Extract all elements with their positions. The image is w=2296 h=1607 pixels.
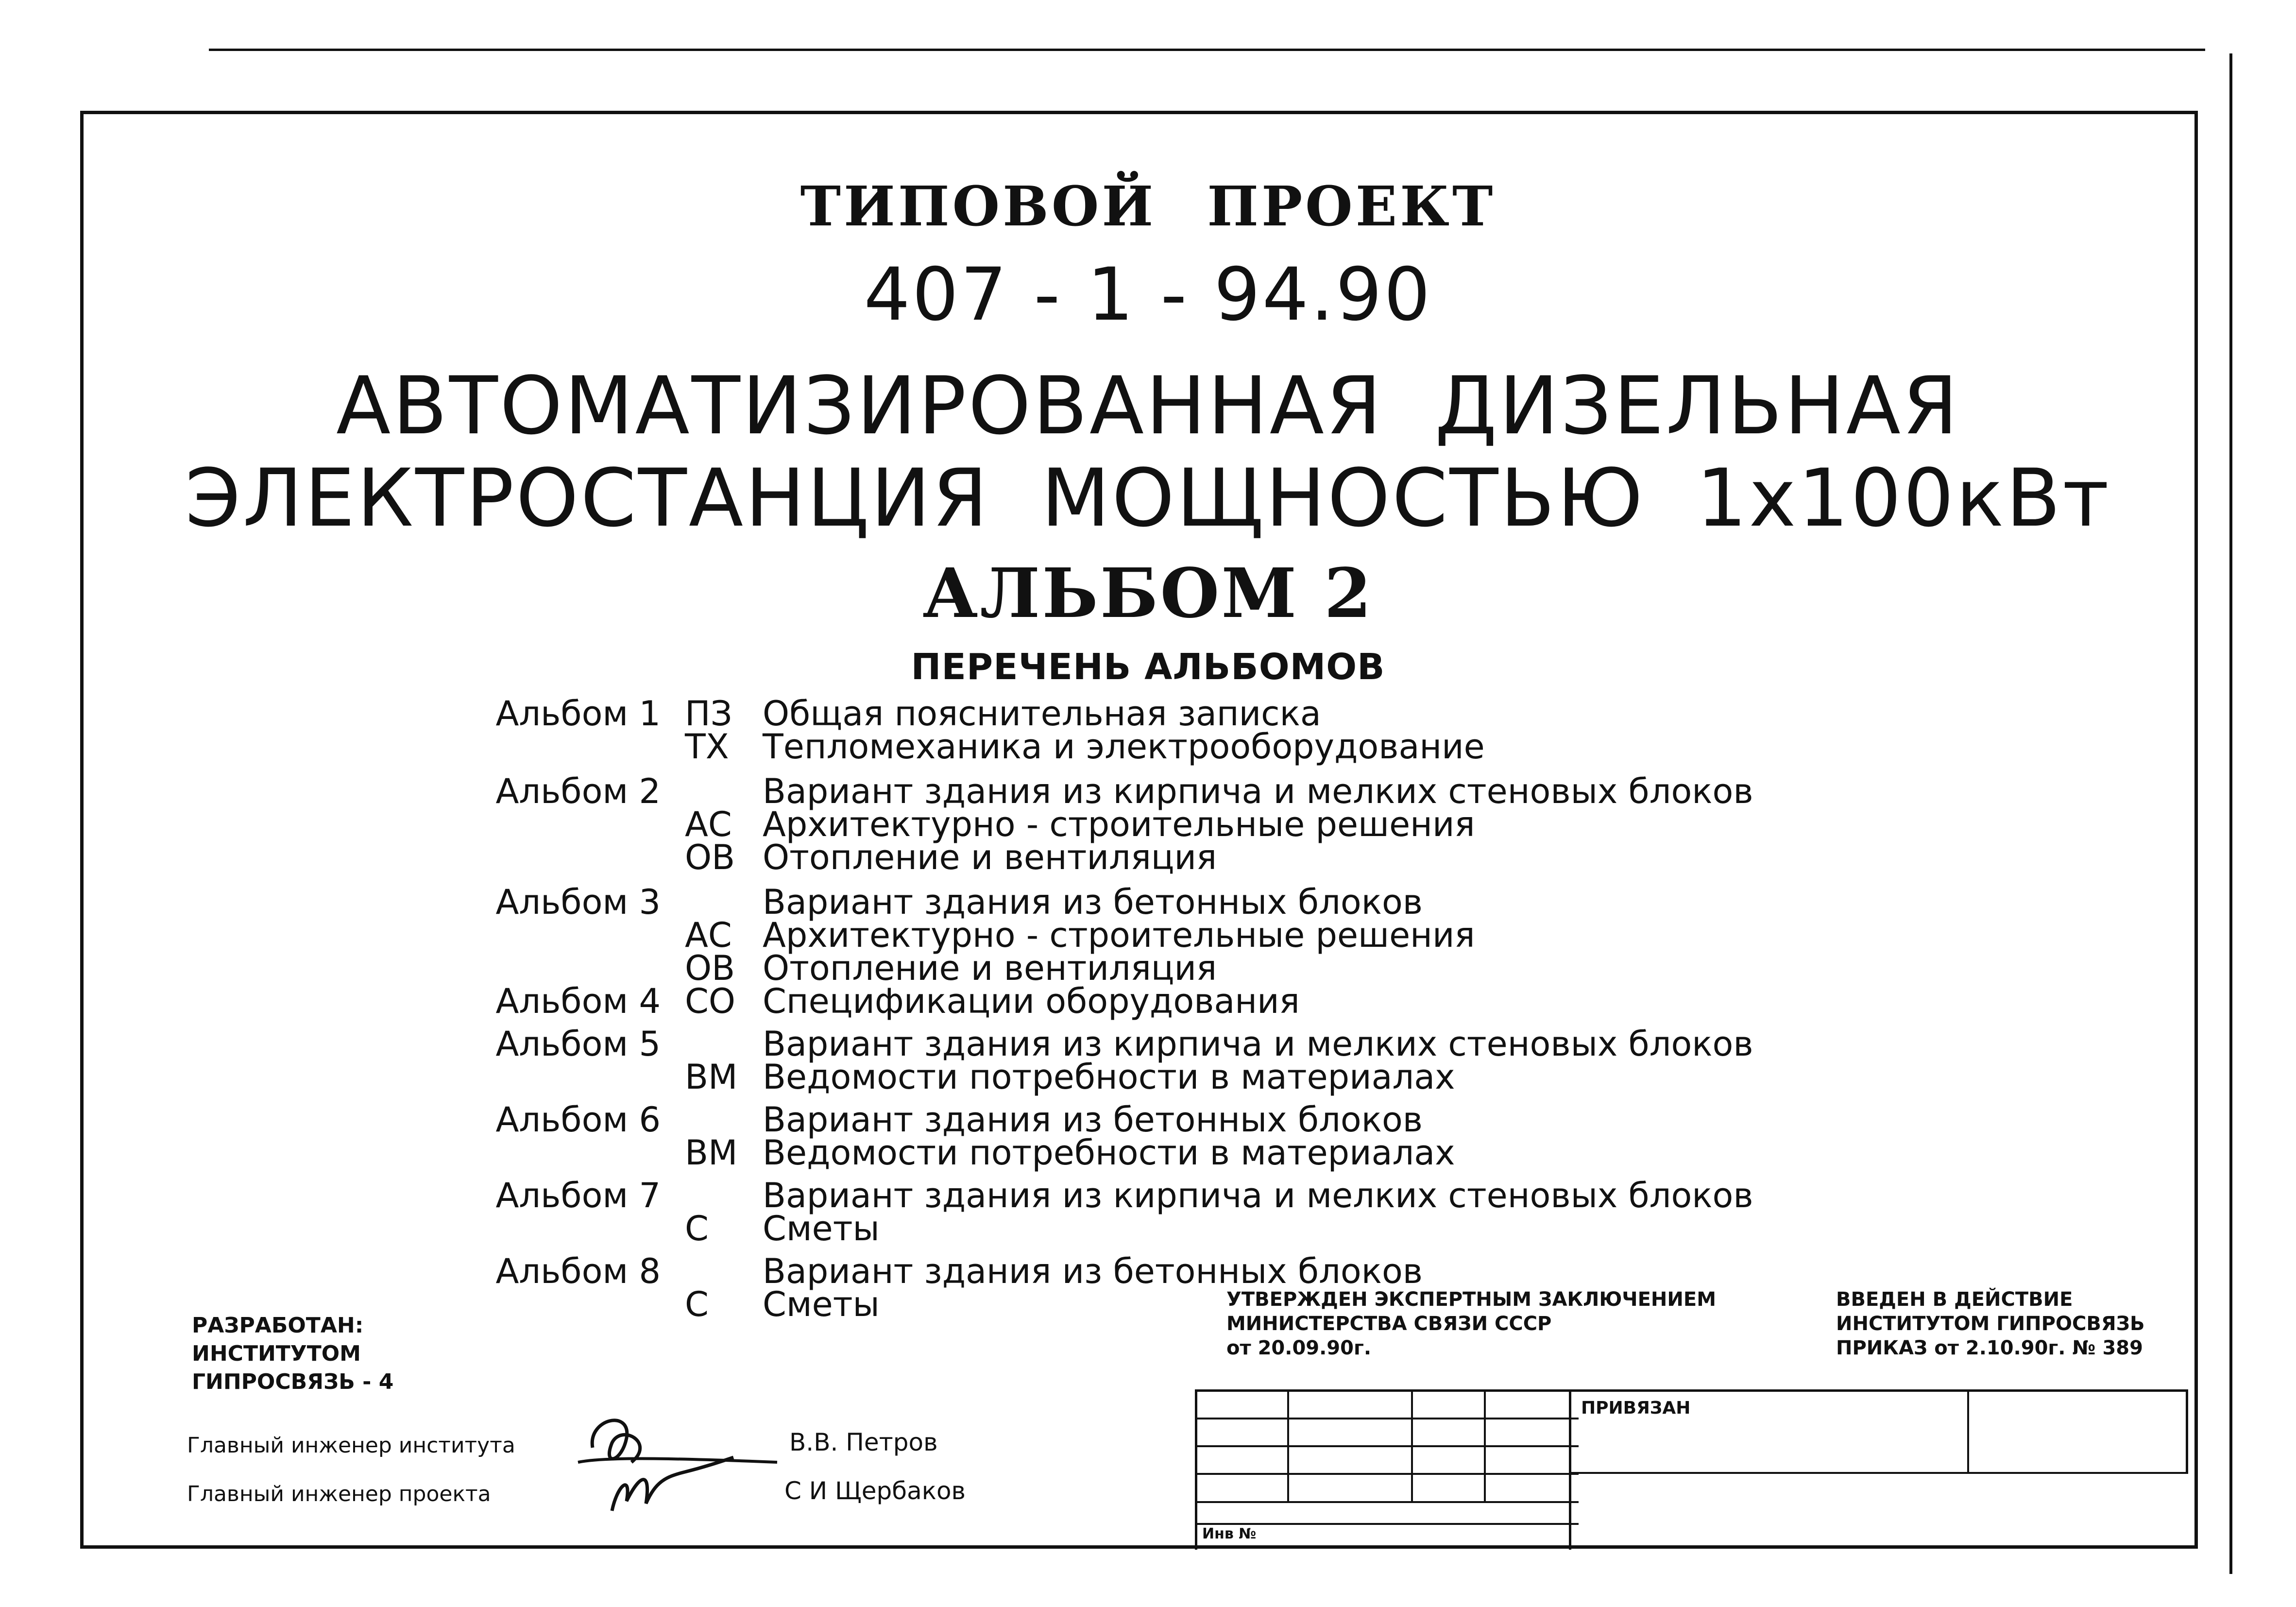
album-description: Вариант здания из бетонных блоков <box>763 882 1423 922</box>
album-code: С <box>685 1209 709 1248</box>
album-code: ОВ <box>685 838 735 877</box>
top-border-line <box>209 49 2205 51</box>
approved-date: от 20.09.90г. <box>1226 1337 1372 1359</box>
album-description: Архитектурно - строительные решения <box>763 915 1475 955</box>
handwritten-signatures <box>559 1389 792 1516</box>
album-label: Альбом 3 <box>495 882 661 922</box>
introduced-block <box>1836 1287 2145 1360</box>
album-description: Спецификации оборудования <box>763 981 1300 1021</box>
introduced-order: ПРИКАЗ от 2.10.90г. № 389 <box>1836 1337 2143 1359</box>
album-code: АС <box>685 804 732 844</box>
album-list-item <box>457 1251 1914 1291</box>
album-description: Отопление и вентиляция <box>763 948 1217 988</box>
album-label: Альбом 4 <box>495 981 661 1021</box>
album-label: Альбом 7 <box>495 1176 661 1215</box>
album-description: Архитектурно - строительные решения <box>763 804 1475 844</box>
album-list-item <box>457 981 1914 1021</box>
approved-line-1: УТВЕРЖДЕН ЭКСПЕРТНЫМ ЗАКЛЮЧЕНИЕМ <box>1226 1288 1717 1311</box>
album-code: ПЗ <box>685 694 732 734</box>
album-code: ОВ <box>685 948 735 988</box>
album-code: ВМ <box>685 1133 738 1173</box>
album-code: ТХ <box>685 727 729 767</box>
album-list-item <box>457 1209 1914 1248</box>
album-description: Тепломеханика и электрооборудование <box>763 727 1485 767</box>
album-list-item <box>457 804 1914 844</box>
chief-engineer-institute-name: В.В. Петров <box>789 1428 938 1456</box>
album-list-item <box>457 1024 1914 1064</box>
approved-line-2: МИНИСТЕРСТВА СВЯЗИ СССР <box>1226 1313 1552 1335</box>
album-list-item <box>457 948 1914 988</box>
chief-engineer-institute-role: Главный инженер института <box>187 1433 515 1458</box>
introduced-line-2: ИНСТИТУТОМ ГИПРОСВЯЗЬ <box>1836 1313 2145 1335</box>
album-description: Вариант здания из бетонных блоков <box>763 1251 1423 1291</box>
album-description: Вариант здания из бетонных блоков <box>763 1100 1423 1140</box>
album-label: Альбом 2 <box>495 771 661 811</box>
album-list-item <box>457 882 1914 922</box>
album-list-item <box>457 1100 1914 1140</box>
album-label: Альбом 6 <box>495 1100 661 1140</box>
developed-by-name: ГИПРОСВЯЗЬ - 4 <box>192 1369 394 1394</box>
introduced-line-1: ВВЕДЕН В ДЕЙСТВИЕ <box>1836 1288 2073 1311</box>
album-description: Сметы <box>763 1209 880 1248</box>
album-code: СО <box>685 981 735 1021</box>
album-description: Вариант здания из кирпича и мелких стеновых блоков <box>763 1024 1753 1064</box>
album-list-item <box>457 694 1914 734</box>
project-title-line-1: АВТОМАТИЗИРОВАННАЯ ДИЗЕЛЬНАЯ <box>336 359 1960 452</box>
album-list-item <box>457 1176 1914 1215</box>
album-list-item <box>457 838 1914 877</box>
album-list-item <box>457 771 1914 811</box>
album-description: Ведомости потребности в материалах <box>763 1057 1455 1097</box>
album-list-item <box>457 1133 1914 1173</box>
album-code: ВМ <box>685 1057 738 1097</box>
album-label: Альбом 8 <box>495 1251 661 1291</box>
album-description: Вариант здания из кирпича и мелких стеновых блоков <box>763 1176 1753 1215</box>
album-description: Вариант здания из кирпича и мелких стеновых блоков <box>763 771 1753 811</box>
approved-block <box>1226 1287 1716 1360</box>
album-list-item <box>457 1057 1914 1097</box>
albums-list-heading: ПЕРЕЧЕНЬ АЛЬБОМОВ <box>911 646 1385 688</box>
album-label: Альбом 1 <box>495 694 661 734</box>
developed-by-institute: ИНСТИТУТОМ <box>192 1341 361 1366</box>
project-code: 407 - 1 - 94.90 <box>864 253 1432 337</box>
album-list-item <box>457 915 1914 955</box>
album-list-item <box>457 727 1914 767</box>
type-project-title: ТИПОВОЙ ПРОЕКТ <box>800 175 1496 239</box>
album-description: Отопление и вентиляция <box>763 838 1217 877</box>
project-title-line-2: ЭЛЕКТРОСТАНЦИЯ МОЩНОСТЬЮ 1х100кВт <box>185 452 2111 545</box>
stamp-inventory-label: Инв № <box>1202 1525 1257 1542</box>
album-code: С <box>685 1284 709 1324</box>
album-title: АЛЬБОМ 2 <box>922 554 1374 633</box>
developed-by-label: РАЗРАБОТАН: <box>192 1313 364 1338</box>
chief-engineer-project-name: С И Щербаков <box>784 1477 966 1505</box>
chief-engineer-project-role: Главный инженер проекта <box>187 1482 491 1506</box>
album-description: Общая пояснительная записка <box>763 694 1321 734</box>
album-code: АС <box>685 915 732 955</box>
album-label: Альбом 5 <box>495 1024 661 1064</box>
album-description: Ведомости потребности в материалах <box>763 1133 1455 1173</box>
developed-by-block <box>192 1312 393 1396</box>
album-description: Сметы <box>763 1284 880 1324</box>
stamp-bound-label: ПРИВЯЗАН <box>1581 1398 1691 1418</box>
